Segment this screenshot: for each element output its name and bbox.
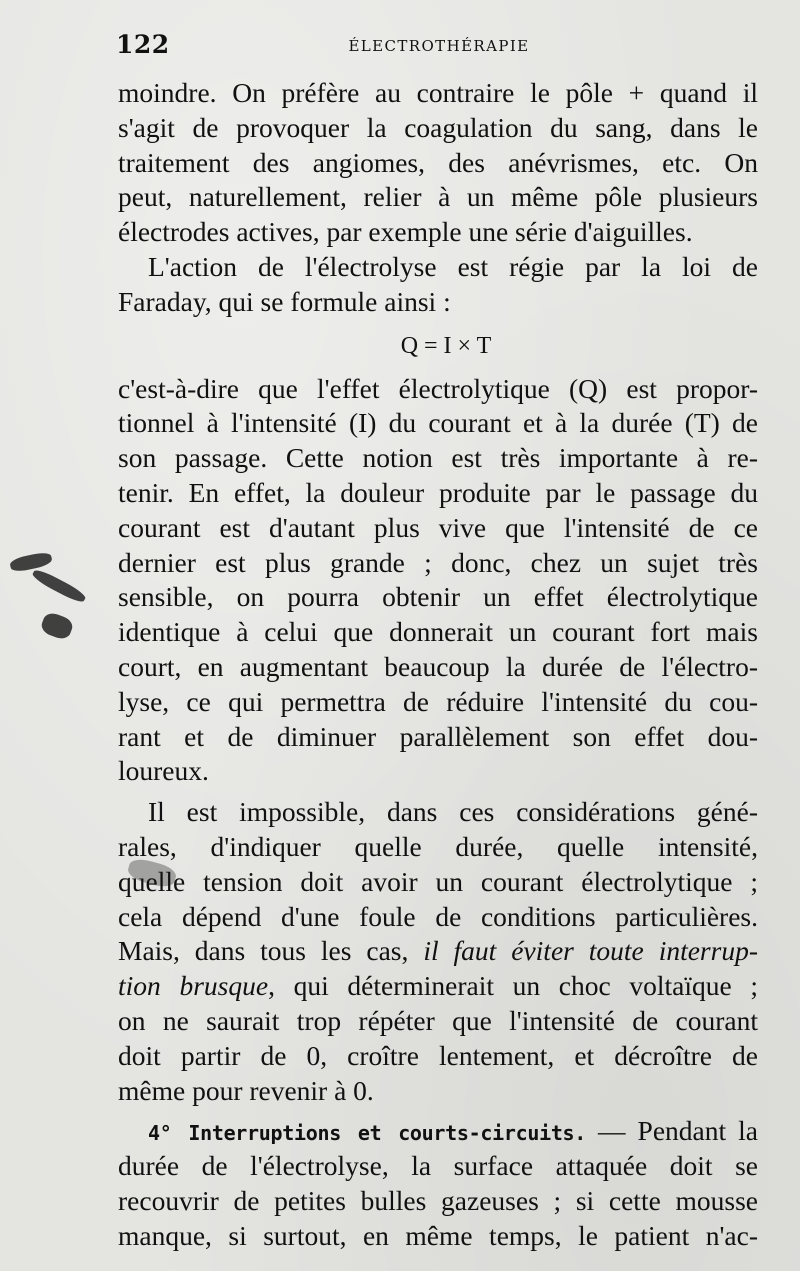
text-line: sensible, on pourra obtenir un effet électrolytique [118,581,758,613]
ink-stain [9,551,53,573]
text-line [118,1114,758,1149]
paragraph [118,76,758,250]
paragraph [118,372,758,790]
formula: Q = I × T [400,332,492,359]
text-line: loureux. [118,755,209,787]
paragraph [118,795,758,1108]
ink-stain [31,567,88,605]
text-segment: — Pendant la [586,1115,758,1147]
text-line: peut, naturellement, relier à un même pôle plusieurs [118,181,758,213]
emphasis-text: il faut éviter toute interrup- [423,935,758,967]
text-line: c'est-à-dire que l'effet électrolytique (Q) est propor- [118,372,758,404]
text-line: manque, si surtout, en même temps, le patient n'ac- [118,1219,758,1251]
emphasis-text: tion brusque [118,970,269,1002]
page-number: 122 [116,30,170,59]
text-line: tenir. En effet, la douleur produite par le passage du [118,476,758,508]
text-line: quelle tension doit avoir un courant électrolytique ; [118,865,758,897]
body-text [118,76,758,1254]
text-line: courant est d'autant plus vive que l'intensité de ce [118,511,758,543]
text-line [118,969,758,1004]
text-line: rales, d'indiquer quelle durée, quelle intensité, [118,830,758,862]
text-line: rant et de diminuer parallèlement son effet dou- [118,720,758,752]
section-heading: 4° Interruptions et courts-circuits. [148,1121,587,1146]
text-line: s'agit de provoquer la coagulation du sang, dans le [118,111,758,143]
text-line: durée de l'électrolyse, la surface attaquée doit se [118,1150,758,1182]
ink-stain [39,611,75,642]
text-line: identique à celui que donnerait un courant fort mais [118,616,758,648]
text-line: court, en augmentant beaucoup la durée de l'électro- [118,650,758,682]
text-line: lyse, ce qui permettra de réduire l'intensité du cou- [118,685,758,717]
text-segment: , qui déterminerait un choc voltaïque ; [268,970,759,1002]
text-line: son passage. Cette notion est très importante à re- [118,442,758,474]
text-segment: Mais, dans tous les cas, [118,935,409,967]
text-line: L'action de l'électrolyse est régie par la loi de [148,250,758,282]
text-line: Il est impossible, dans ces considérations géné- [148,796,758,828]
text-line: moindre. On préfère au contraire le pôle + quand il [118,77,758,108]
paragraph [118,250,758,320]
text-line: électrodes actives, par exemple une série d'aiguilles. [118,216,693,248]
running-head: ÉLECTROTHÉRAPIE [348,37,530,55]
text-line: traitement des angiomes, des anévrismes, etc. On [118,146,758,178]
text-line: cela dépend d'une foule de conditions particulières. [118,900,758,932]
text-line: doit partir de 0, croître lentement, et décroître de [118,1039,758,1071]
page-header [116,30,756,64]
text-line: tionnel à l'intensité (I) du courant et à la durée (T) de [118,407,758,439]
text-line [118,934,758,969]
text-line: même pour revenir à 0. [118,1074,374,1106]
text-line: Faraday, qui se formule ainsi : [118,285,451,317]
section [118,1114,758,1253]
text-line: dernier est plus grande ; donc, chez un sujet très [118,546,758,578]
text-line: recouvrir de petites bulles gazeuses ; si cette mousse [118,1184,758,1216]
text-line: on ne saurait trop répéter que l'intensité de courant [118,1004,758,1036]
